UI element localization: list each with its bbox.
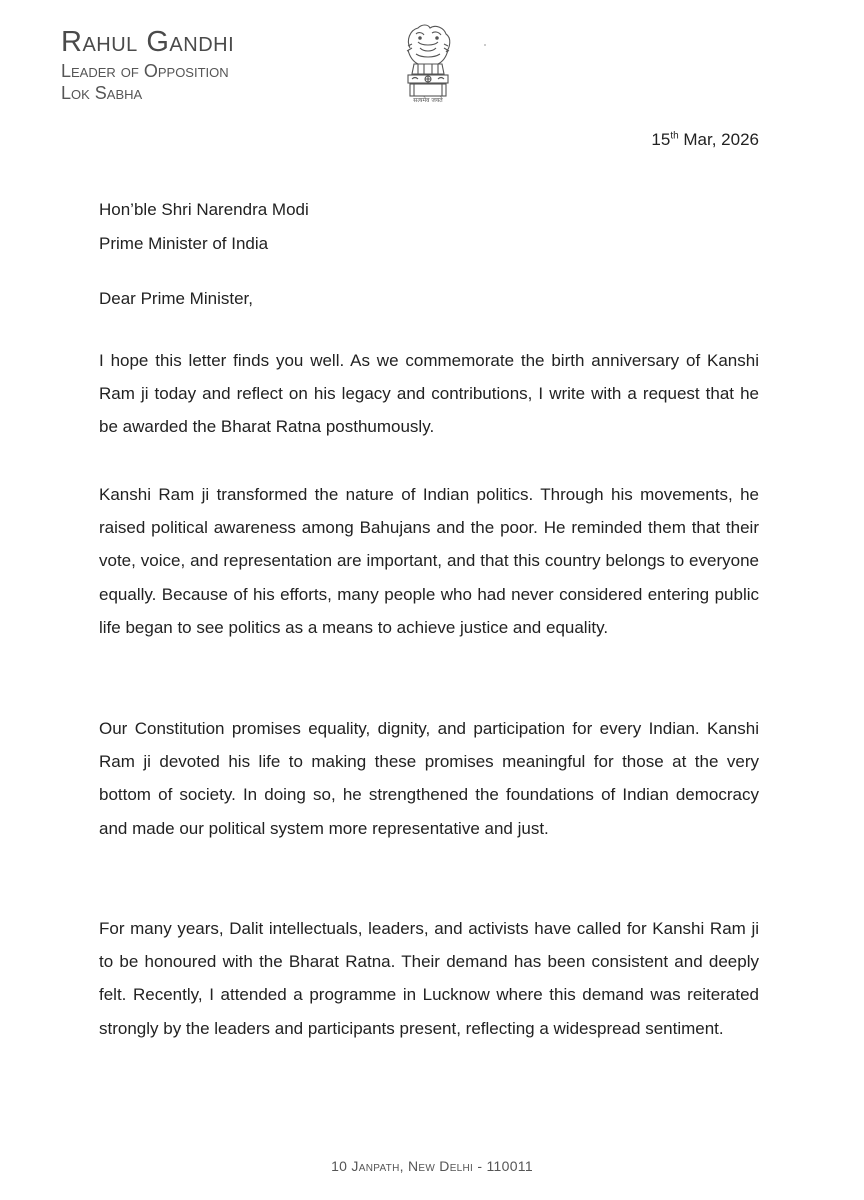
sender-role: Leader of Opposition (61, 61, 229, 81)
emblem-caption: सत्यमेव जयते (413, 97, 443, 104)
addressee-title: Prime Minister of India (99, 234, 269, 253)
scan-speck (484, 44, 486, 46)
body-paragraph-2: Kanshi Ram ji transformed the nature of Indian politics. Through his movements, he raised political awareness among Bahujans and the poor. He reminded them that their vote, voice, and representation are important, and that this country belongs to everyone equally. Because of his efforts, many people who had never considered entering public life began to see politics as a means to achieve justice and equality. (99, 485, 759, 637)
sender-name: Rahul Gandhi (61, 26, 235, 58)
addressee-block (99, 193, 309, 261)
body-paragraph-3: Our Constitution promises equality, dignity, and participation for every Indian. Kanshi Ram ji devoted his life to making these promises meaningful for those at the very bottom of society. In doing so, he strengthened the foundations of Indian democracy and made our political system more representative and just. (99, 719, 759, 838)
date-suffix: th (670, 130, 679, 142)
letter-date (651, 130, 759, 150)
addressee-name: Hon’ble Shri Narendra Modi (99, 200, 309, 219)
footer-address: 10 Janpath, New Delhi - 110011 (331, 1158, 533, 1174)
body-paragraph-1: I hope this letter finds you well. As we commemorate the birth anniversary of Kanshi Ram ji today and reflect on his legacy and contributions, I write with a request that he be awarded the Bharat Ratna posthumously. (99, 351, 759, 437)
date-rest: Mar, 2026 (678, 130, 759, 149)
sender-house: Lok Sabha (61, 83, 143, 103)
date-day: 15 (651, 130, 671, 149)
letterhead (61, 26, 234, 104)
body-paragraph-4: For many years, Dalit intellectuals, leaders, and activists have called for Kanshi Ram ji to be honoured with the Bharat Ratna. Their demand has been consistent and deeply felt. Recently, I attended a programme in Lucknow where this demand was reiterated strongly by the leaders and participants present, reflecting a widespread sentiment. (99, 919, 759, 1038)
salutation: Dear Prime Minister, (99, 289, 253, 308)
